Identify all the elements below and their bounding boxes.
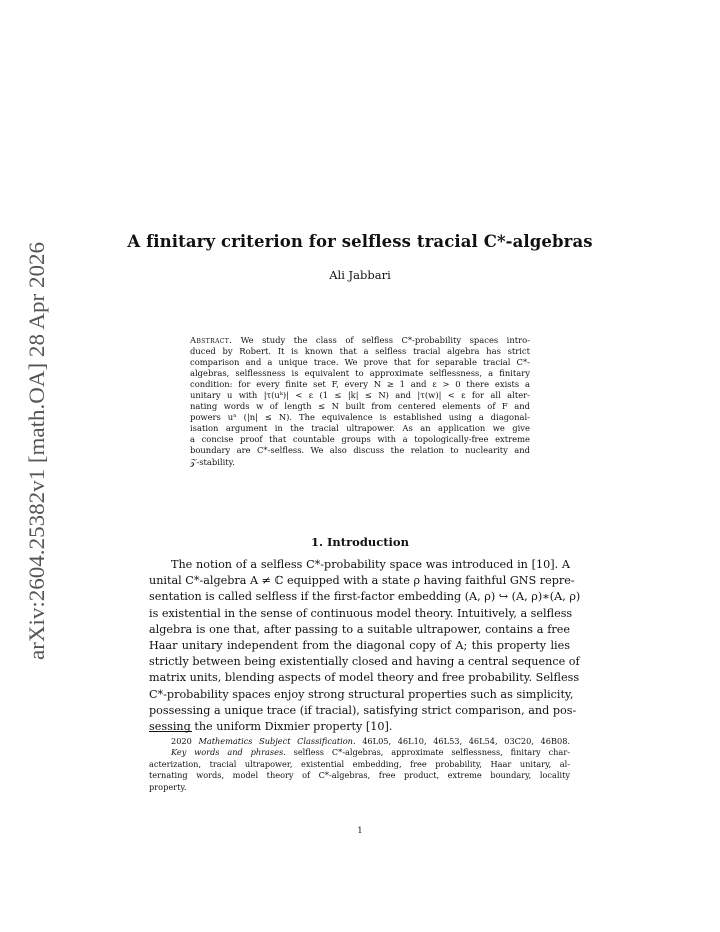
footnote-rule [149,731,192,732]
keywords-line: selfless C*-algebras, approximate selflessness, finitary char- [293,747,570,758]
intro-paragraph [149,557,581,735]
arxiv-stamp-text: arXiv:2604.25382v1 [math.OA] 28 Apr 2026 [24,260,49,660]
abstract [190,335,530,468]
keywords-footnote [149,747,570,758]
abstract-line: comparison and a unique trace. We prove that for separable tracial C*- [190,357,530,368]
keywords-line: acterization, tracial ultrapower, existential embedding, free probability, Haar unitary, al- [149,758,570,769]
msc-footnote [149,736,570,747]
author-name: Ali Jabbari [329,268,391,282]
arxiv-identifier-stamp [18,240,54,660]
abstract-label: Abstract. [190,335,233,345]
abstract-line: 𝒵-stability. [190,456,235,467]
intro-line: sessing the uniform Dixmier property [10]. [149,720,393,734]
abstract-line: nating words w of length ≤ N built from centered elements of F and [190,401,530,412]
abstract-line: algebras, selflessness is equivalent to approximate selflessness, a finitary [190,368,530,379]
footnotes [149,736,570,793]
intro-line: possessing a unique trace (if tracial), satisfying strict comparison, and pos- [149,703,577,717]
paper-title: A finitary criterion for selfless tracial C*-algebras [127,232,593,251]
keywords-label: Key words and phrases. [171,747,286,758]
msc-prefix: 2020 [171,736,192,746]
msc-label: Mathematics Subject Classification. [198,736,356,746]
abstract-line: powers uⁿ (|n| ≤ N). The equivalence is established using a diagonal- [190,412,530,423]
abstract-line: unitary u with |τ(uᵏ)| < ε (1 ≤ |k| ≤ N) and |τ(w)| < ε for all alter- [190,390,530,401]
abstract-line: duced by Robert. It is known that a selfless tracial algebra has strict [190,346,530,357]
abstract-line: isation argument in the tracial ultrapower. As an application we give [190,423,530,434]
intro-line: is existential in the sense of continuous model theory. Intuitively, a selfless [149,606,573,620]
keywords-line: ternating words, model theory of C*-algebras, free product, extreme boundary, locality [149,770,570,781]
intro-line: unital C*-algebra A ≠ ℂ equipped with a state ρ having faithful GNS repre- [149,574,575,588]
abstract-line: boundary are C*-selfless. We also discuss the relation to nuclearity and [190,445,530,456]
abstract-line: a concise proof that countable groups with a topologically-free extreme [190,434,530,445]
intro-line: strictly between being existentially closed and having a central sequence of [149,655,580,669]
abstract-line: condition: for every finite set F, every N ≥ 1 and ε > 0 there exists a [190,379,530,390]
page-number: 1 [357,826,363,836]
keywords-line: property. [149,781,187,792]
section-heading: 1. Introduction [311,535,409,549]
msc-codes: 46L05, 46L10, 46L53, 46L54, 03C20, 46B08. [362,736,571,746]
intro-line: C*-probability spaces enjoy strong structural properties such as simplicity, [149,687,574,701]
intro-line: Haar unitary independent from the diagonal copy of A; this property lies [149,639,570,653]
intro-line: sentation is called selfless if the first-factor embedding (A, ρ) ↪ (A, ρ)∗(A, ρ) [149,590,581,604]
abstract-line: We study the class of selfless C*-probability spaces intro- [240,335,530,345]
intro-line: matrix units, blending aspects of model theory and free probability. Selfless [149,671,580,685]
intro-line: algebra is one that, after passing to a suitable ultrapower, contains a free [149,622,570,636]
intro-line: The notion of a selfless C*-probability space was introduced in [10]. A [171,558,570,571]
